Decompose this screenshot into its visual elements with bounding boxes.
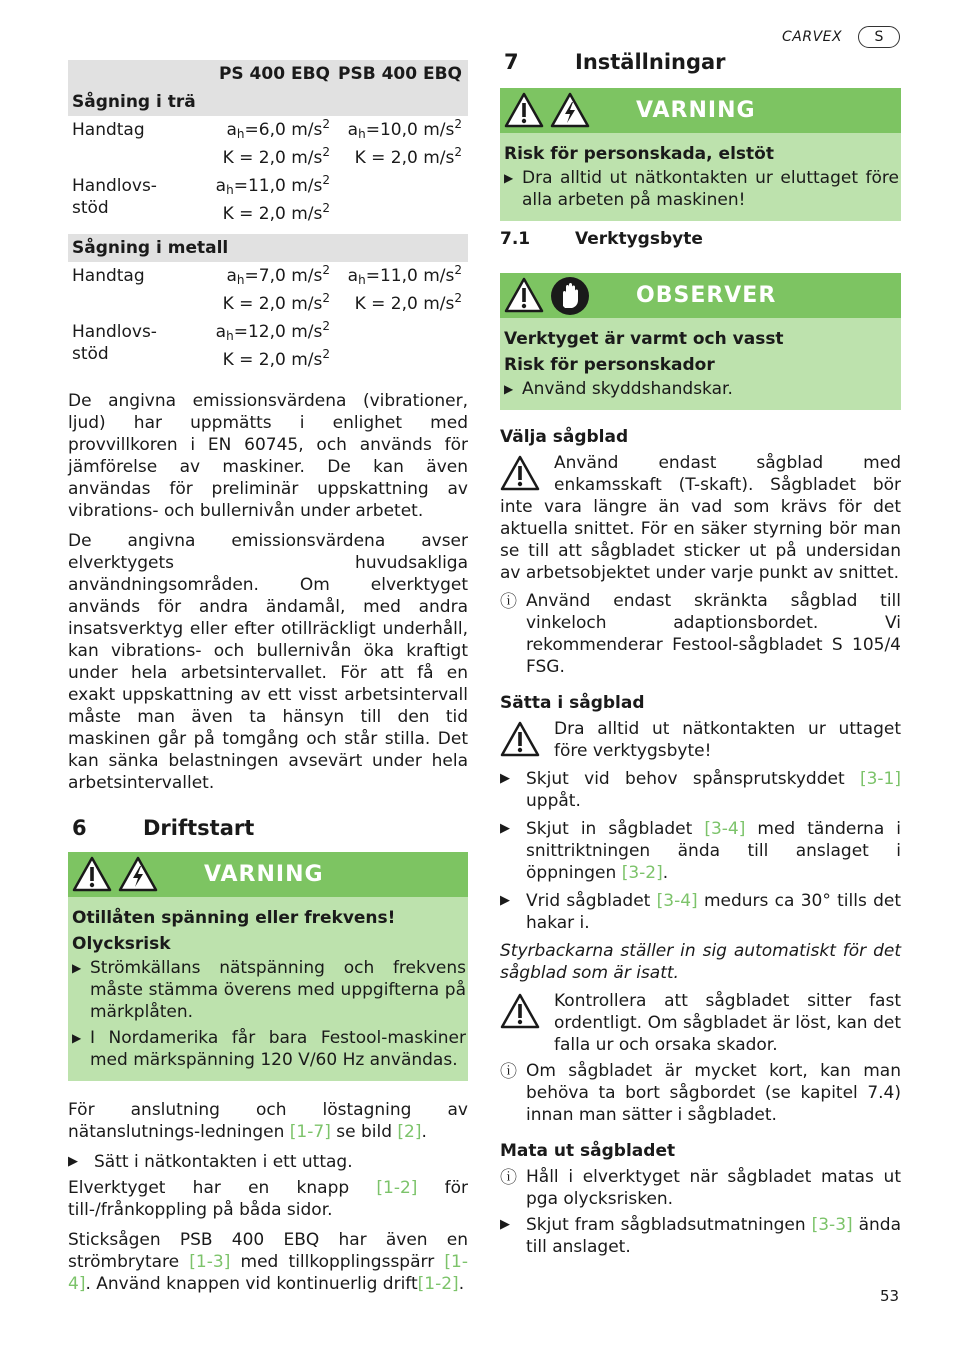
table-row: Handtag $a_h=7,0$ $m/s^2$ K = 2,0 $m/s^2$ $a_h=11,0$ $m/s^2$ K = 2,0 $m/s^2$ [72, 263, 462, 314]
emission-paragraph: De angivna emissionsvärdena avser elverktygets huvudsakliga användningsområden. Om elverktyget används för andra ändamål, med andra insatsverktyg eller efter otillräckligt underhåll, kan vibrations- och bullernivån öka kraftigt under hela arbetsintervallet. För att få en exakt uppskattning av ett visst arbetsintervall måste man även ta hänsyn till den tid maskinen går på tomgång och står stilla. Det kan sänka belastningen avsevärt under hela arbetsintervallet. [68, 531, 468, 793]
col-ps400: PS 400 EBQ [190, 60, 336, 88]
switch-paragraph: Elverktyget har en knapp [1-2] för till-/frånkoppling på båda sidor. [68, 1178, 469, 1220]
warning-triangle-icon [500, 992, 540, 1030]
heading-satta-i-sagblad: Sätta i sågblad [500, 693, 645, 713]
info-icon: ⓘ [500, 592, 517, 612]
action-item: ▶ Skjut in sågbladet [3-4] med tänderna i snittriktningen ända till anslaget i öppningen [3-2]. [500, 818, 901, 884]
warning-box [500, 88, 901, 221]
caution-block: Kontrollera att sågbladet sitter fast ordentligt. Om sågbladet är löst, kan det falla ur och orsaka skador. [500, 990, 901, 1056]
brand-label: CARVEX [782, 29, 843, 45]
observer-bullet: ▶ Använd skyddshandskar. [504, 378, 899, 400]
emission-paragraph: De angivna emissionsvärdena (vibrationer, ljud) har uppmätts i enlighet med provvillkoren i EN 60745, och används för jämförelse av maskiner. De kan även användas för preliminär uppskattning av vibrations- och bullernivån under arbetet. [68, 391, 468, 521]
warning-title: VARNING [204, 862, 324, 887]
figure-ref[interactable]: [3-2] [621, 863, 663, 883]
figure-ref[interactable]: [1-7] [289, 1122, 331, 1142]
subsection-heading-7-1: 7.1 Verktygsbyte [500, 229, 703, 249]
warning-bullet: ▶ Strömkällans nätspänning och frekvens måste stämma överens med uppgifterna på märkplåten. [72, 957, 466, 1023]
figure-ref[interactable]: [1-2] [376, 1178, 418, 1198]
observer-line: Verktyget är varmt och vasst [504, 329, 784, 349]
warning-line: Otillåten spänning eller frekvens! [72, 908, 396, 928]
warning-title: VARNING [636, 98, 756, 123]
action-item: ▶ Skjut vid behov spånsprutskyddet [3-1] uppåt. [500, 768, 901, 812]
col-psb400: PSB 400 EBQ [336, 60, 468, 88]
left-column [68, 60, 468, 1303]
observer-title: OBSERVER [636, 283, 777, 308]
table-row: Handlovs- stöd $a_h=12,0$ $m/s^2$ K = 2,0 $m/s^2$ [72, 319, 330, 370]
warning-box [68, 852, 468, 1081]
figure-ref[interactable]: [3-4] [656, 891, 698, 911]
info-block: ⓘ Om sågbladet är mycket kort, kan man behöva ta bort sågbordet (se kapitel 7.4) innan man sätter i sågbladet. [500, 1061, 901, 1125]
language-badge: S [858, 26, 900, 48]
heading-mata-ut-sagbladet: Mata ut sågbladet [500, 1141, 676, 1161]
figure-ref[interactable]: [1-3] [189, 1252, 231, 1272]
warning-triangle-icon [504, 91, 544, 129]
warning-triangle-icon [504, 276, 544, 314]
info-icon: ⓘ [500, 1168, 517, 1188]
caution-block: Använd endast sågblad med enkamsskaft (T-skaft). Sågbladet bör inte vara längre än vad som krävs för det aktuella snittet. För en säker styrning bör man se till att sågbladet sticker ut på undersidan av arbetsobjektet under varje punkt av snittet. [500, 453, 901, 583]
section-heading-6: 6 Driftstart [72, 816, 255, 840]
info-block: ⓘ Använd endast skränkta sågblad till vinkeloch adaptionsbordet. Vi rekommenderar Festool-sågbladet S 105/4 FSG. [500, 591, 901, 677]
table-section-row: Sågning i metall [68, 234, 468, 262]
electric-shock-icon [118, 855, 158, 893]
section-heading-7: 7 Inställningar [504, 50, 726, 74]
figure-ref[interactable]: [2] [397, 1122, 422, 1142]
warning-line: Risk för personskada, elstöt [504, 144, 774, 164]
switch-lock-paragraph: Sticksågen PSB 400 EBQ har även en strömbrytare [1-3] med tillkopplingsspärr [1-4]. Använd knappen vid kontinuerlig drift[1-2]. [68, 1230, 468, 1294]
observer-box [500, 273, 901, 410]
action-item: ▶ Skjut fram sågbladsutmatningen [3-3] ända till anslaget. [500, 1214, 901, 1258]
info-block: ⓘ Håll i elverktyget när sågbladet matas ut pga olycksrisken. [500, 1167, 901, 1209]
table-row: Handlovs- stöd $a_h=11,0$ $m/s^2$ K = 2,0 $m/s^2$ [72, 173, 330, 224]
connection-paragraph: För anslutning och löstagning av nätanslutnings-ledningen [1-7] se bild [2]. [68, 1100, 468, 1142]
warning-bullet: ▶ I Nordamerika får bara Festool-maskiner med märkspänning 120 V/60 Hz användas. [72, 1027, 466, 1071]
table-header-row [68, 60, 468, 88]
right-column [500, 48, 901, 1264]
figure-ref[interactable]: [3-4] [704, 819, 746, 839]
italic-note: Styrbackarna ställer in sig automatiskt för det sågblad som är isatt. [500, 941, 901, 983]
table-row: Handtag $a_h=6,0$ $m/s^2$ K = 2,0 $m/s^2$ $a_h=10,0$ $m/s^2$ K = 2,0 $m/s^2$ [72, 117, 462, 168]
caution-block: Dra alltid ut nätkontakten ur uttaget före verktygsbyte! [500, 718, 901, 762]
figure-ref[interactable]: [1-2] [417, 1274, 459, 1294]
figure-ref[interactable]: [3-1] [859, 769, 901, 789]
observer-line: Risk för personskador [504, 355, 715, 375]
warning-triangle-icon [500, 454, 540, 492]
vibration-table [68, 60, 468, 374]
heading-valja-sagblad: Välja sågblad [500, 427, 629, 447]
figure-ref[interactable]: [1-4] [68, 1252, 468, 1294]
page-number: 53 [880, 1287, 900, 1305]
gloves-icon [550, 276, 590, 316]
table-section-row: Sågning i trä [68, 88, 468, 116]
action-item: ▶ Sätt i nätkontakten i ett uttag. [68, 1151, 468, 1173]
figure-ref[interactable]: [3-3] [811, 1215, 853, 1235]
action-item: ▶ Vrid sågbladet [3-4] medurs ca 30° tills det hakar i. [500, 890, 901, 934]
electric-shock-icon [550, 91, 590, 129]
warning-bullet: ▶ Dra alltid ut nätkontakten ur eluttaget före alla arbeten på maskinen! [504, 167, 899, 211]
info-icon: ⓘ [500, 1062, 517, 1082]
warning-triangle-icon [72, 855, 112, 893]
warning-triangle-icon [500, 720, 540, 758]
warning-line: Olycksrisk [72, 934, 171, 954]
